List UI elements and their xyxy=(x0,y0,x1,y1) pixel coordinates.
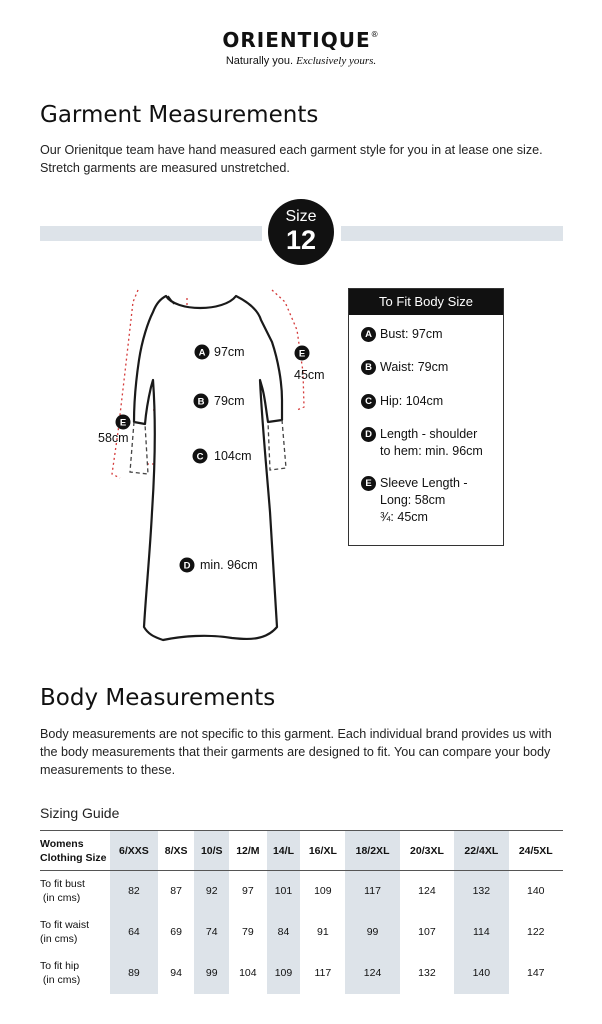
size-header: 16/XL xyxy=(308,844,337,857)
table-cell: 122 xyxy=(527,926,545,938)
badge-b-icon: B xyxy=(361,360,376,375)
marker-e-long xyxy=(98,415,131,446)
table-cell: 64 xyxy=(110,912,158,953)
sizing-guide-title: Sizing Guide xyxy=(40,805,120,821)
brand-logo: ORIENTIQUE® xyxy=(222,28,380,52)
table-cell: 99 xyxy=(194,953,229,994)
fit-item-length: D Length - shoulder to hem: min. 96cm xyxy=(361,426,483,460)
marker-b xyxy=(194,394,245,409)
badge-d-icon: D xyxy=(361,427,376,442)
table-cell: 82 xyxy=(110,871,158,912)
marker-c xyxy=(193,449,252,464)
sizing-header-row xyxy=(40,831,563,871)
svg-text:D: D xyxy=(183,560,191,572)
table-cell: 117 xyxy=(314,967,332,979)
size-header: 24/5XL xyxy=(518,844,553,857)
table-cell: 84 xyxy=(267,912,301,953)
svg-text:E: E xyxy=(298,348,306,360)
fit-box-header: To Fit Body Size xyxy=(349,289,503,315)
table-cell: 74 xyxy=(194,912,229,953)
row-label: To fit waist (in cms) xyxy=(40,919,90,945)
fit-item-hip: C Hip: 104cm xyxy=(361,393,443,410)
table-cell: 94 xyxy=(170,967,182,979)
badge-c-icon: C xyxy=(361,394,376,409)
table-cell: 101 xyxy=(267,871,301,912)
size-header: 14/L xyxy=(267,831,301,871)
size-bar-right xyxy=(341,226,563,241)
marker-e-short xyxy=(294,346,325,383)
marker-a xyxy=(195,345,245,360)
svg-text:45cm: 45cm xyxy=(294,368,325,382)
table-cell: 92 xyxy=(194,871,229,912)
size-badge: Size 12 xyxy=(268,199,334,265)
marker-d xyxy=(180,558,258,573)
fit-body-size-box xyxy=(348,288,504,546)
table-cell: 87 xyxy=(170,885,182,898)
size-header: 10/S xyxy=(194,831,229,871)
garment-description: Our Orienitque team have hand measured each garment style for you in at lease one size. Stretch garments are measured unstretched. xyxy=(40,143,543,175)
svg-text:58cm: 58cm xyxy=(98,431,129,445)
sizing-table xyxy=(40,830,563,994)
table-cell: 79 xyxy=(242,926,254,938)
svg-text:79cm: 79cm xyxy=(214,394,245,408)
fit-item-bust: A Bust: 97cm xyxy=(361,326,443,343)
table-cell: 147 xyxy=(527,967,545,979)
table-cell: 97 xyxy=(242,885,254,898)
svg-text:min. 96cm: min. 96cm xyxy=(200,558,258,572)
row-label: To fit bust (in cms) xyxy=(40,878,85,905)
dress-diagram xyxy=(90,282,335,652)
badge-a-icon: A xyxy=(361,327,376,342)
size-header: 12/M xyxy=(236,844,260,857)
row-label: To fit hip (in cms) xyxy=(40,960,81,986)
svg-text:B: B xyxy=(197,396,205,408)
table-cell: 140 xyxy=(454,953,508,994)
svg-text:E: E xyxy=(119,417,127,429)
size-header: 6/XXS xyxy=(110,831,158,871)
size-bar-left xyxy=(40,226,262,241)
table-cell: 107 xyxy=(418,926,436,938)
table-row xyxy=(40,953,563,994)
svg-text:A: A xyxy=(198,347,206,359)
size-header: 18/2XL xyxy=(345,831,399,871)
brand-tagline: Naturally you. Exclusively yours. xyxy=(225,55,377,67)
table-cell: 109 xyxy=(267,953,301,994)
brand-header xyxy=(0,28,602,67)
table-cell: 99 xyxy=(345,912,399,953)
table-cell: 89 xyxy=(110,953,158,994)
garment-measurements-title: Garment Measurements xyxy=(40,102,319,128)
table-cell: 124 xyxy=(418,885,436,898)
table-row xyxy=(40,912,563,953)
table-row xyxy=(40,871,563,912)
table-cell: 69 xyxy=(170,926,182,938)
size-header: 22/4XL xyxy=(454,831,508,871)
badge-e-icon: E xyxy=(361,476,376,491)
size-header: 8/XS xyxy=(164,844,188,857)
table-cell: 104 xyxy=(239,967,257,979)
fit-item-sleeve: E Sleeve Length - Long: 58cm ¾: 45cm xyxy=(361,475,468,526)
size-header: 20/3XL xyxy=(410,844,444,857)
table-cell: 114 xyxy=(454,912,508,953)
table-cell: 132 xyxy=(454,871,508,912)
table-cell: 91 xyxy=(317,926,329,938)
svg-text:C: C xyxy=(196,451,204,463)
body-description: Body measurements are not specific to this garment. Each individual brand provides us with the body measurements that their garments are designed to fit. You can compare your body measurements to these. xyxy=(40,727,552,777)
svg-text:104cm: 104cm xyxy=(214,449,252,463)
table-cell: 109 xyxy=(314,885,332,898)
table-cell: 124 xyxy=(345,953,399,994)
svg-text:97cm: 97cm xyxy=(214,345,245,359)
table-cell: 132 xyxy=(418,967,436,979)
table-cell: 140 xyxy=(527,885,545,898)
body-measurements-title: Body Measurements xyxy=(40,685,276,711)
size-column-header: Womens Clothing Size xyxy=(40,837,107,864)
fit-item-waist: B Waist: 79cm xyxy=(361,359,448,376)
table-cell: 117 xyxy=(345,871,399,912)
